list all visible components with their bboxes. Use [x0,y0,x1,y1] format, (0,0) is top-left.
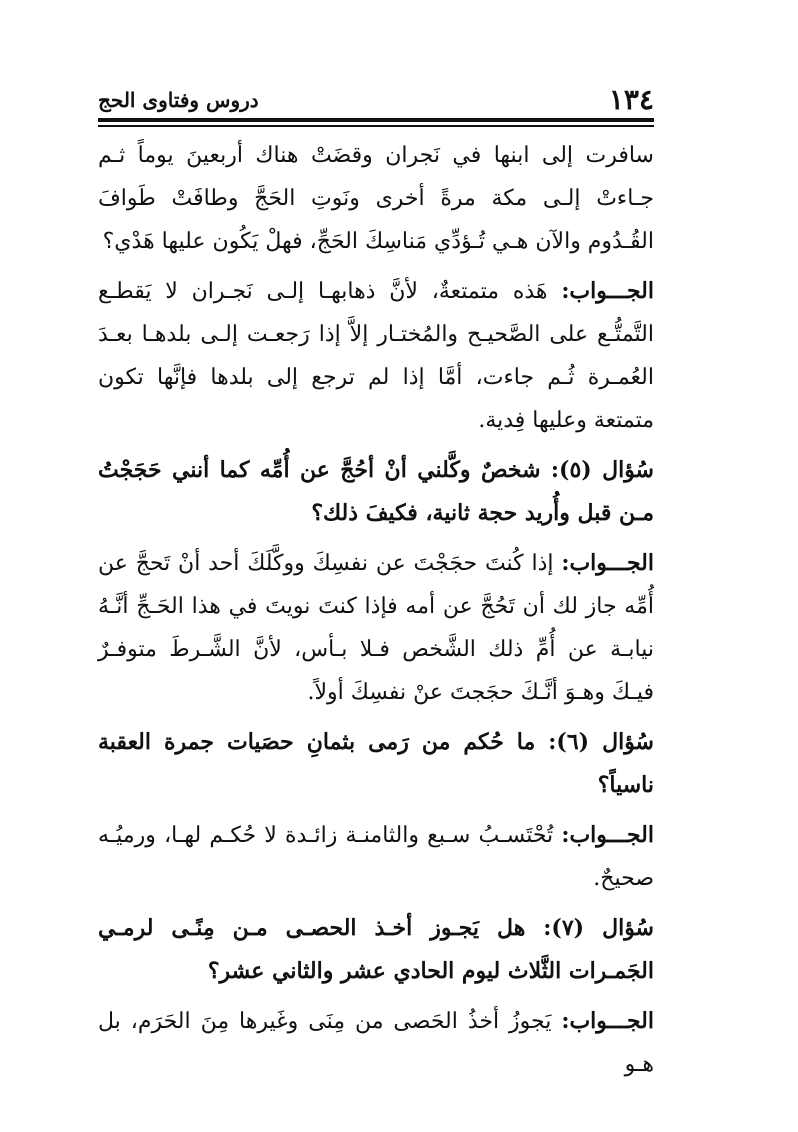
answer-text: هَذه متمتعةٌ، لأنَّ ذهابهـا إلـى نَجـران لا يَقطـع التَّمتُّـع على الصَّحيـح والمُختـار إلاَّ إذا رَجعـت إلـى بلدهـا بعـدَ العُمـرة ثُـم جاءت، أمَّا إذا لم ترجع إلى بلدها فإنَّها تكون متمتعة وعليها فِدية. [98,279,654,433]
page-content [98,134,654,1086]
answer-paragraph [98,814,654,900]
header-rule-thick [98,118,654,122]
running-title: دروس وفتاوى الحج [98,88,259,112]
question-paragraph: سُؤال (٥): شخصٌ وكَّلني أنْ أحُجَّ عن أُمِّه كما أنني حَجَجْتُ مـن قبل وأُريد حجة ثانية، فكيفَ ذلك؟ [98,457,654,526]
answer-text: تُحْتَسـبُ سـبع والثامنـة زائـدة لا حُكـم لهـا، ورميُـه صحيحٌ. [98,823,654,891]
answer-label: الجـــواب: [561,1008,654,1034]
answer-label: الجـــواب: [561,278,654,304]
answer-paragraph [98,270,654,442]
answer-text: إذا كُنتَ حجَجْتَ عن نفسِكَ ووكَّلَكَ أحد أنْ تَحجَّ عن أُمِّه جاز لك أن تَحُجَّ عن أمه فإذا كنتَ نويتَ في هذا الحَـجِّ أنَّـهُ نيابـة عن أُمِّ ذلك الشَّخص فـلا بـأس، لأنَّ الشَّـرطَ متوفـرٌ فيـكَ وهـوَ أنَّـكَ حجَجتَ عنْ نفسِكَ أولاً. [98,551,654,705]
continuation-paragraph: سافرت إلى ابنها في نَجران وقضَتْ هناك أربعينَ يوماً ثـم جـاءتْ إلـى مكة مرةً أخرى ونَوتِ الحَجَّ وطافَتْ طَوافَ القُـدُوم والآن هـي تُـؤدِّي مَناسِكَ الحَجِّ، فهلْ يَكُون عليها هَدْي؟ [98,143,654,254]
header-rule-thin [98,125,654,127]
answer-paragraph [98,1000,654,1086]
answer-label: الجـــواب: [561,822,654,848]
answer-paragraph [98,542,654,714]
question-paragraph: سُؤال (٧): هل يَجـوز أخـذ الحصـى مـن مِنًـى لرمـي الجَمـرات الثَّلاث ليوم الحادي عشر والثاني عشر؟ [98,915,654,984]
page-number: ١٣٤ [608,83,654,116]
answer-text: يَجوزُ أخذُ الحَصى من مِنَى وغَيرها مِنَ الحَرَم، بل هـو [98,1009,654,1077]
question-paragraph: سُؤال (٦): ما حُكم من رَمى بثمانِ حصَيات جمرة العقبة ناسياً؟ [98,729,654,798]
page-header [98,83,654,116]
answer-label: الجـــواب: [561,550,654,576]
